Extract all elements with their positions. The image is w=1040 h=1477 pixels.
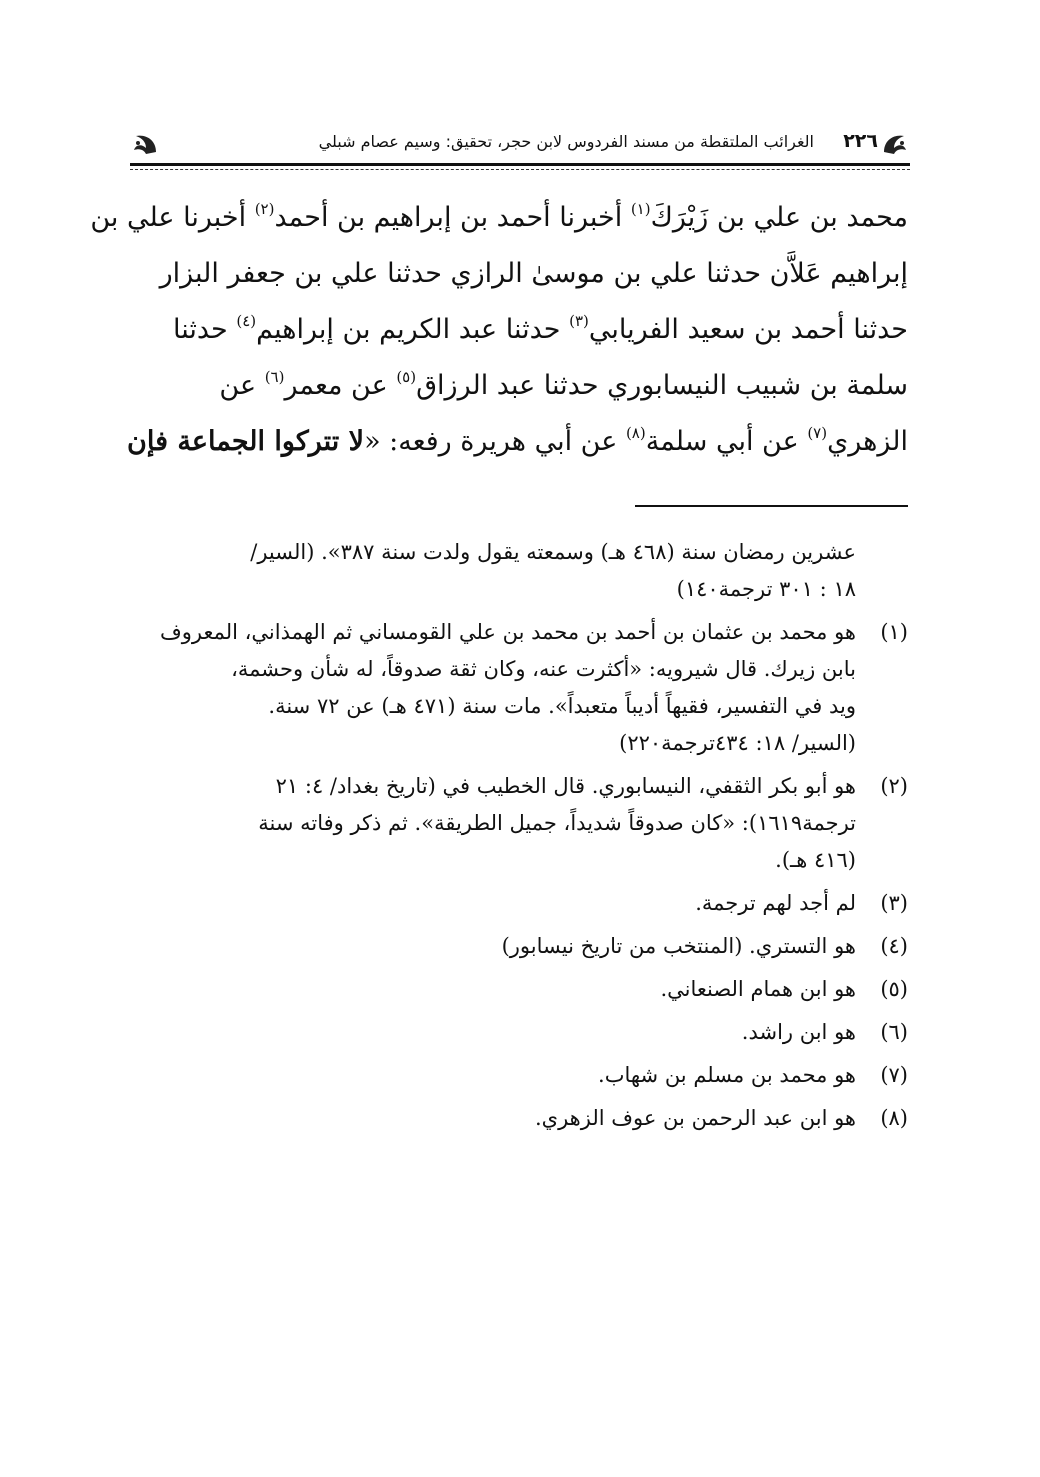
footnote-separator (635, 505, 908, 507)
footnote-line: ١٨ : ٣٠١ ترجمة١٤٠) (676, 577, 856, 601)
footnote-line: لم أجد لهم ترجمة. (695, 891, 856, 915)
footnote-body (132, 1057, 856, 1094)
footnote-continuation (132, 534, 908, 608)
text-segment: عن أبي سلمة (645, 426, 799, 457)
footnote-marker: (٥) (396, 368, 417, 386)
footnote-line: (السير/ ١٨: ٤٣٤ترجمة٢٢٠) (619, 731, 856, 755)
footnote-1 (132, 614, 908, 762)
footnote-line: هو ابن همام الصنعاني. (660, 977, 856, 1001)
footnote-5 (132, 971, 908, 1008)
footnote-6 (132, 1014, 908, 1051)
hadith-text: لا تتركوا الجماعة فإن (127, 426, 365, 457)
footnote-marker: (٤) (236, 312, 257, 330)
footnote-number: (٥) (880, 977, 908, 1001)
main-text-line (132, 246, 908, 302)
running-title: الغرائب الملتقطة من مسند الفردوس لابن حجر، تحقيق: وسيم عصام شبلي (318, 132, 814, 151)
text-segment: عن معمر (284, 370, 388, 401)
text-segment: الزهري (827, 426, 908, 457)
footnote-body (132, 614, 856, 762)
footnote-marker: (١) (630, 200, 651, 218)
footnote-7 (132, 1057, 908, 1094)
text-segment: عن أبي هريرة رفعه: « (364, 426, 618, 457)
text-segment: أخبرنا علي بن (90, 202, 247, 233)
text-segment: عن (219, 370, 257, 401)
header-rule-decorative (130, 169, 910, 170)
text-segment: إبراهيم عَلاَّن حدثنا علي بن موسىٰ الرازي حدثنا علي بن جعفر البزار (159, 258, 908, 289)
header-rule (130, 163, 910, 166)
footnote-line: هو محمد بن عثمان بن أحمد بن محمد بن علي القومساني ثم الهمذاني، المعروف (159, 620, 856, 644)
page-header (130, 128, 910, 160)
ornament-icon (880, 130, 910, 156)
main-text-line (132, 302, 908, 358)
footnote-line: (٤١٦ هـ). (775, 848, 856, 872)
footnote-8 (132, 1100, 908, 1137)
footnote-number: (٧) (880, 1063, 908, 1087)
footnote-marker: (٨) (625, 424, 646, 442)
footnote-line: عشرين رمضان سنة (٤٦٨ هـ) وسمعته يقول ولدت سنة ٣٨٧». (السير/ (250, 540, 856, 564)
text-segment: أخبرنا أحمد بن إبراهيم بن أحمد (274, 202, 623, 233)
footnote-body (132, 1100, 856, 1137)
footnote-marker: (٧) (807, 424, 828, 442)
main-text-line (132, 358, 908, 414)
footnote-body (132, 885, 856, 922)
main-text-line (127, 414, 908, 470)
footnote-line: هو أبو بكر الثقفي، النيسابوري. قال الخطيب في (تاريخ بغداد/ ٤: ٢١ (275, 774, 856, 798)
footnote-line: هو ابن راشد. (741, 1020, 856, 1044)
footnote-number: (١) (880, 620, 908, 644)
footnote-line: بابن زيرك. قال شيرويه: «أكثرت عنه، وكان ثقة صدوقاً، له شأن وحشمة، (231, 657, 856, 681)
footnote-body (132, 971, 856, 1008)
footnote-number: (٢) (880, 774, 908, 798)
text-segment: حدثنا أحمد بن سعيد الفريابي (588, 314, 908, 345)
text-segment: حدثنا عبد الكريم بن إبراهيم (256, 314, 561, 345)
footnote-number: (٦) (880, 1020, 908, 1044)
page-number: ٢٢٦ (843, 130, 878, 152)
footnote-body (132, 928, 856, 965)
main-text-line (90, 190, 908, 246)
footnotes-section (132, 534, 908, 1143)
footnote-body (132, 768, 856, 879)
footnote-line: هو ابن عبد الرحمن بن عوف الزهري. (534, 1106, 856, 1130)
footnote-marker: (٦) (264, 368, 285, 386)
footnote-number: (٣) (880, 891, 908, 915)
footnote-marker: (٣) (569, 312, 589, 330)
footnote-line: ترجمة١٦١٩): «كان صدوقاً شديداً، جميل الطريقة». ثم ذكر وفاته سنة (258, 811, 856, 835)
footnote-number: (٨) (880, 1106, 908, 1130)
text-segment: سلمة بن شبيب النيسابوري حدثنا عبد الرزاق (416, 370, 908, 401)
footnote-body (132, 1014, 856, 1051)
text-segment: محمد بن علي بن زَيْرَكَ (650, 202, 908, 233)
footnote-2 (132, 768, 908, 879)
footnote-line: هو التستري. (المنتخب من تاريخ نيسابور) (501, 934, 856, 958)
footnote-3 (132, 885, 908, 922)
footnote-marker: (٢) (254, 200, 275, 218)
footnote-number: (٤) (880, 934, 908, 958)
ornament-icon (130, 130, 160, 156)
footnote-line: هو محمد بن مسلم بن شهاب. (598, 1063, 856, 1087)
text-segment: حدثنا (172, 314, 228, 345)
footnote-line: ويد في التفسير، فقيهاً أديباً متعبداً». مات سنة (٤٧١ هـ) عن ٧٢ سنة. (268, 694, 856, 718)
main-text (90, 190, 908, 470)
footnote-4 (132, 928, 908, 965)
